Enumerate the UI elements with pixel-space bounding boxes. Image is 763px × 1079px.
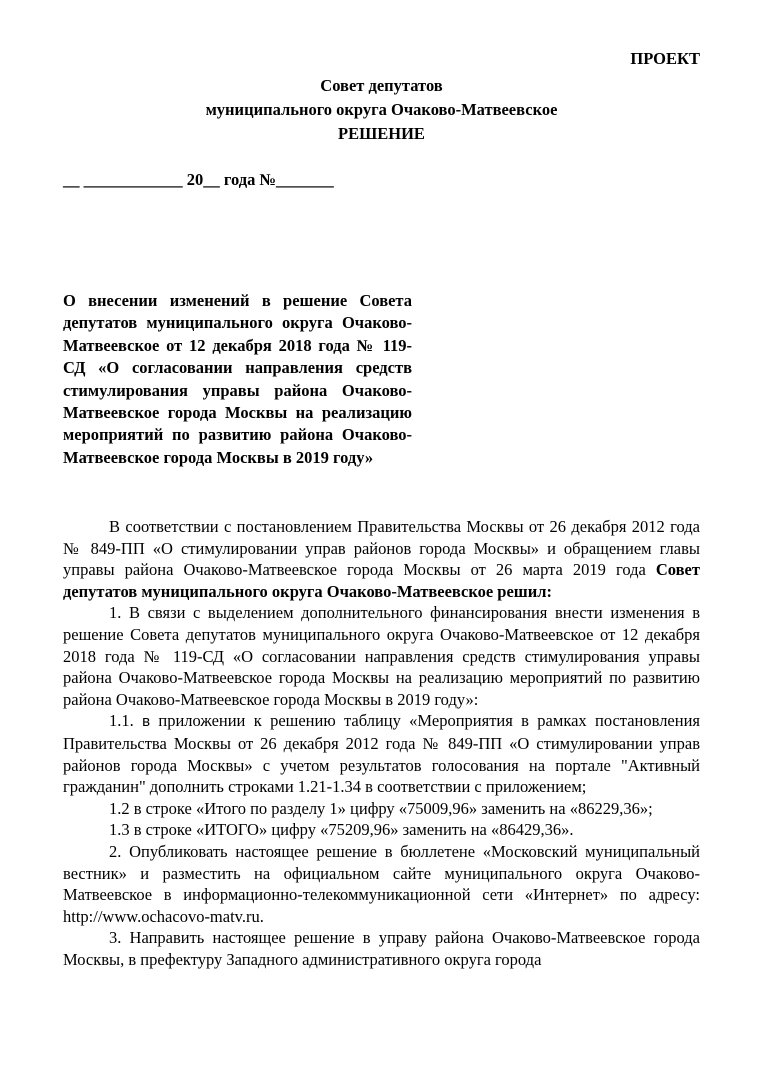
item-1-1 [63, 710, 700, 797]
preamble-text: В соответствии с постановлением Правительства Москвы от 26 декабря 2012 года № 849-ПП «О стимулировании управ районов города Москвы» и обращением главы управы района Очаково-Матвеевское города Москвы от 26 марта 2019 года [63, 517, 700, 580]
item-1-3: 1.3 в строке «ИТОГО» цифру «75209,96» заменить на «86429,36». [109, 820, 574, 840]
district-title: муниципального округа Очаково-Матвеевское [205, 100, 558, 119]
preamble-paragraph [63, 516, 700, 602]
council-title: Совет депутатов [320, 76, 443, 95]
item-1-1-number: 1.1. [109, 711, 143, 731]
item-1: 1. В связи с выделением дополнительного финансирования внести изменения в решение Совета депутатов муниципального округа Очаково-Матвеевское от 12 декабря 2018 года № 119-СД «О согласовании направления средств стимулирования управы района Очаково-Матвеевское города Москвы на реализацию мероприятий по развитию района Очаково-Матвеевское города Москвы в 2019 году»: [63, 603, 700, 709]
preamble-resolution: Совет депутатов муниципального округа Очаково-Матвеевское решил: [63, 560, 700, 601]
item-1-1-first-word: в [142, 713, 151, 731]
decision-body [63, 516, 700, 970]
item-1-1-text: приложении к решению таблицу «Мероприятия в рамках постановления Правительства Москвы от 26 декабря 2012 года № 849-ПП «О стимулировании управ районов города Москвы» с учетом результатов голосования на портале "Активный гражданин" дополнить строками 1.21-1.34 в соответствии с приложением; [63, 711, 701, 797]
item-3: 3. Направить настоящее решение в управу района Очаково-Матвеевское города Москвы, в префектуру Западного административного округа города [63, 928, 700, 969]
draft-label: ПРОЕКТ [630, 49, 700, 68]
decision-subject: О внесении изменений в решение Совета депутатов муниципального округа Очаково-Матвеевское от 12 декабря 2018 года № 119-СД «О согласовании направления средств стимулирования управы района Очаково-Матвеевское города Москвы на реализацию мероприятий по развитию района Очаково-Матвеевское города Москвы в 2019 году» [63, 291, 412, 467]
item-1-2: 1.2 в строке «Итого по разделу 1» цифру «75009,96» заменить на «86229,36»; [109, 798, 653, 818]
document-heading [0, 74, 763, 146]
item-2: 2. Опубликовать настоящее решение в бюллетене «Московский муниципальный вестник» и разместить на официальном сайте муниципального округа Очаково-Матвеевское в информационно-телекоммуникационной сети «Интернет» по адресу: http://www.ochacovo-matv.ru. [63, 841, 700, 926]
decision-title: РЕШЕНИЕ [338, 124, 425, 143]
date-number-line: __ ____________ 20__ года №_______ [63, 170, 334, 189]
